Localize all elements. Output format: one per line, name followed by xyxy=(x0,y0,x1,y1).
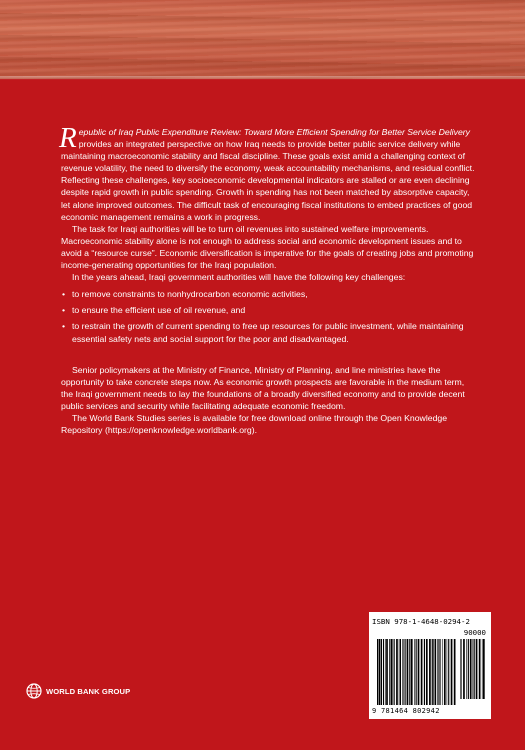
bullet-icon: • xyxy=(62,321,66,332)
paragraph-policymakers: Senior policymakers at the Ministry of Finance, Ministry of Planning, and line ministries have the opportunity to take concrete steps now. As economic growth prospects are favorable in the medium term, the Iraqi government needs to lay the foundations of a broadly diversified economy and to provide decent public services and security while facilitating adequate economic freedom. xyxy=(61,364,465,411)
ean-digits: 9 781464 802942 xyxy=(372,707,440,715)
barcode-bar xyxy=(463,639,465,699)
barcode-bar xyxy=(473,639,474,699)
barcode-bar xyxy=(396,639,398,705)
list-item: • to ensure the efficient use of oil revenue, and xyxy=(62,305,246,316)
barcode-bar xyxy=(468,639,469,699)
drop-cap: R xyxy=(59,122,77,154)
barcode-bar xyxy=(474,639,475,699)
world-bank-group-logo xyxy=(26,683,130,699)
barcode-bar xyxy=(407,639,409,705)
price-code: 90000 xyxy=(463,628,486,637)
back-cover-text xyxy=(59,122,475,436)
barcode-bar xyxy=(483,639,485,699)
barcode-bar xyxy=(444,639,446,705)
barcode-bar xyxy=(482,639,483,699)
barcode-bar xyxy=(414,639,415,705)
barcode-bar xyxy=(400,639,401,705)
barcode-bar xyxy=(442,639,443,705)
barcode-bar xyxy=(418,639,420,705)
barcode-bar xyxy=(437,639,438,705)
barcode-bar xyxy=(386,639,388,705)
list-item: • to restrain the growth of current spending to free up resources for public investment, while maintaining essential safety nets and social support for the poor and disadvantaged. xyxy=(62,321,464,344)
barcode-bar xyxy=(389,639,390,705)
logo-text: WORLD BANK GROUP xyxy=(46,686,131,696)
barcode-bar xyxy=(438,639,439,705)
barcode-bar xyxy=(405,639,406,705)
isbn-barcode-box xyxy=(369,612,491,719)
globe-icon xyxy=(26,683,42,699)
barcode-bar xyxy=(416,639,417,705)
barcode-bar xyxy=(435,639,436,705)
barcode-bar xyxy=(411,639,413,705)
paragraph-series: The World Bank Studies series is available for free download online through the Open Knowledge Repository (https://openknowledge.worldbank.org). xyxy=(61,412,448,436)
barcode-bar xyxy=(461,639,462,699)
challenges-list xyxy=(61,288,475,344)
barcode-bar xyxy=(479,639,481,699)
barcode-bar xyxy=(379,639,381,705)
barcode-bar xyxy=(466,639,467,699)
barcode-bar xyxy=(409,639,410,705)
barcode-bar xyxy=(383,639,384,705)
barcode-bar xyxy=(440,639,441,705)
barcode-bar xyxy=(476,639,478,699)
ean-barcode xyxy=(377,639,457,705)
paragraph-task: The task for Iraqi authorities will be to turn oil revenues into sustained welfare improvements. Macroeconomic stability alone is not enough to address social and economic development issues and to avoid a “resource curse”. Economic diversification is imperative for the goals of creating jobs and promoting income-generating opportunities for the Iraqi population. xyxy=(61,223,474,271)
addon-barcode xyxy=(460,639,486,699)
barcode-bar xyxy=(448,639,449,705)
barcode-bar xyxy=(385,639,386,705)
barcode-bar xyxy=(381,639,382,705)
wood-texture-band xyxy=(0,0,525,79)
barcode-bar xyxy=(426,639,428,705)
paragraph-challenges-intro: In the years ahead, Iraqi government authorities will have the following key challenges: xyxy=(72,272,406,283)
barcode-bar xyxy=(432,639,433,705)
barcode-bar xyxy=(454,639,456,705)
barcode-bar xyxy=(451,639,453,705)
barcode-bar xyxy=(399,639,400,705)
bullet-icon: • xyxy=(62,289,66,300)
barcode-bar xyxy=(391,639,393,705)
barcode-bar xyxy=(394,639,395,705)
barcode-bar xyxy=(377,639,378,705)
barcode-bar xyxy=(447,639,448,705)
barcode-bar xyxy=(439,639,440,705)
barcode-bar xyxy=(460,639,461,699)
book-title-italic: epublic of Iraq Public Expenditure Review: Toward More Efficient Spending for Better Service Delivery xyxy=(78,127,471,137)
bullet-icon: • xyxy=(62,305,66,316)
barcode-bar xyxy=(433,639,434,705)
barcode-bar xyxy=(429,639,431,705)
barcode-bar xyxy=(470,639,472,699)
paragraph-intro xyxy=(59,122,475,223)
list-item: • to remove constraints to nonhydrocarbon economic activities, xyxy=(62,289,308,300)
barcode-bar xyxy=(424,639,425,705)
intro-text: provides an integrated perspective on how Iraq needs to provide better public service delivery while maintaining macroeconomic stability and fiscal discipline. These goals exist amid a challenging context of revenue volatility, the need to diversify the economy, weak accountability mechanisms, and residual conflict. Reflecting these challenges, key socioeconomic developmental indicators are stalled or are even declining despite rapid growth in public spending. Growth in spending has not been matched by absorptive capacity, let alone improved outcomes. The difficult task of encouraging fiscal institutions to embed practices of good economic management remains a work in progress. xyxy=(61,139,475,222)
barcode-bar xyxy=(421,639,423,705)
barcode-bar xyxy=(402,639,403,705)
isbn-text: ISBN 978-1-4648-0294-2 xyxy=(372,617,470,626)
